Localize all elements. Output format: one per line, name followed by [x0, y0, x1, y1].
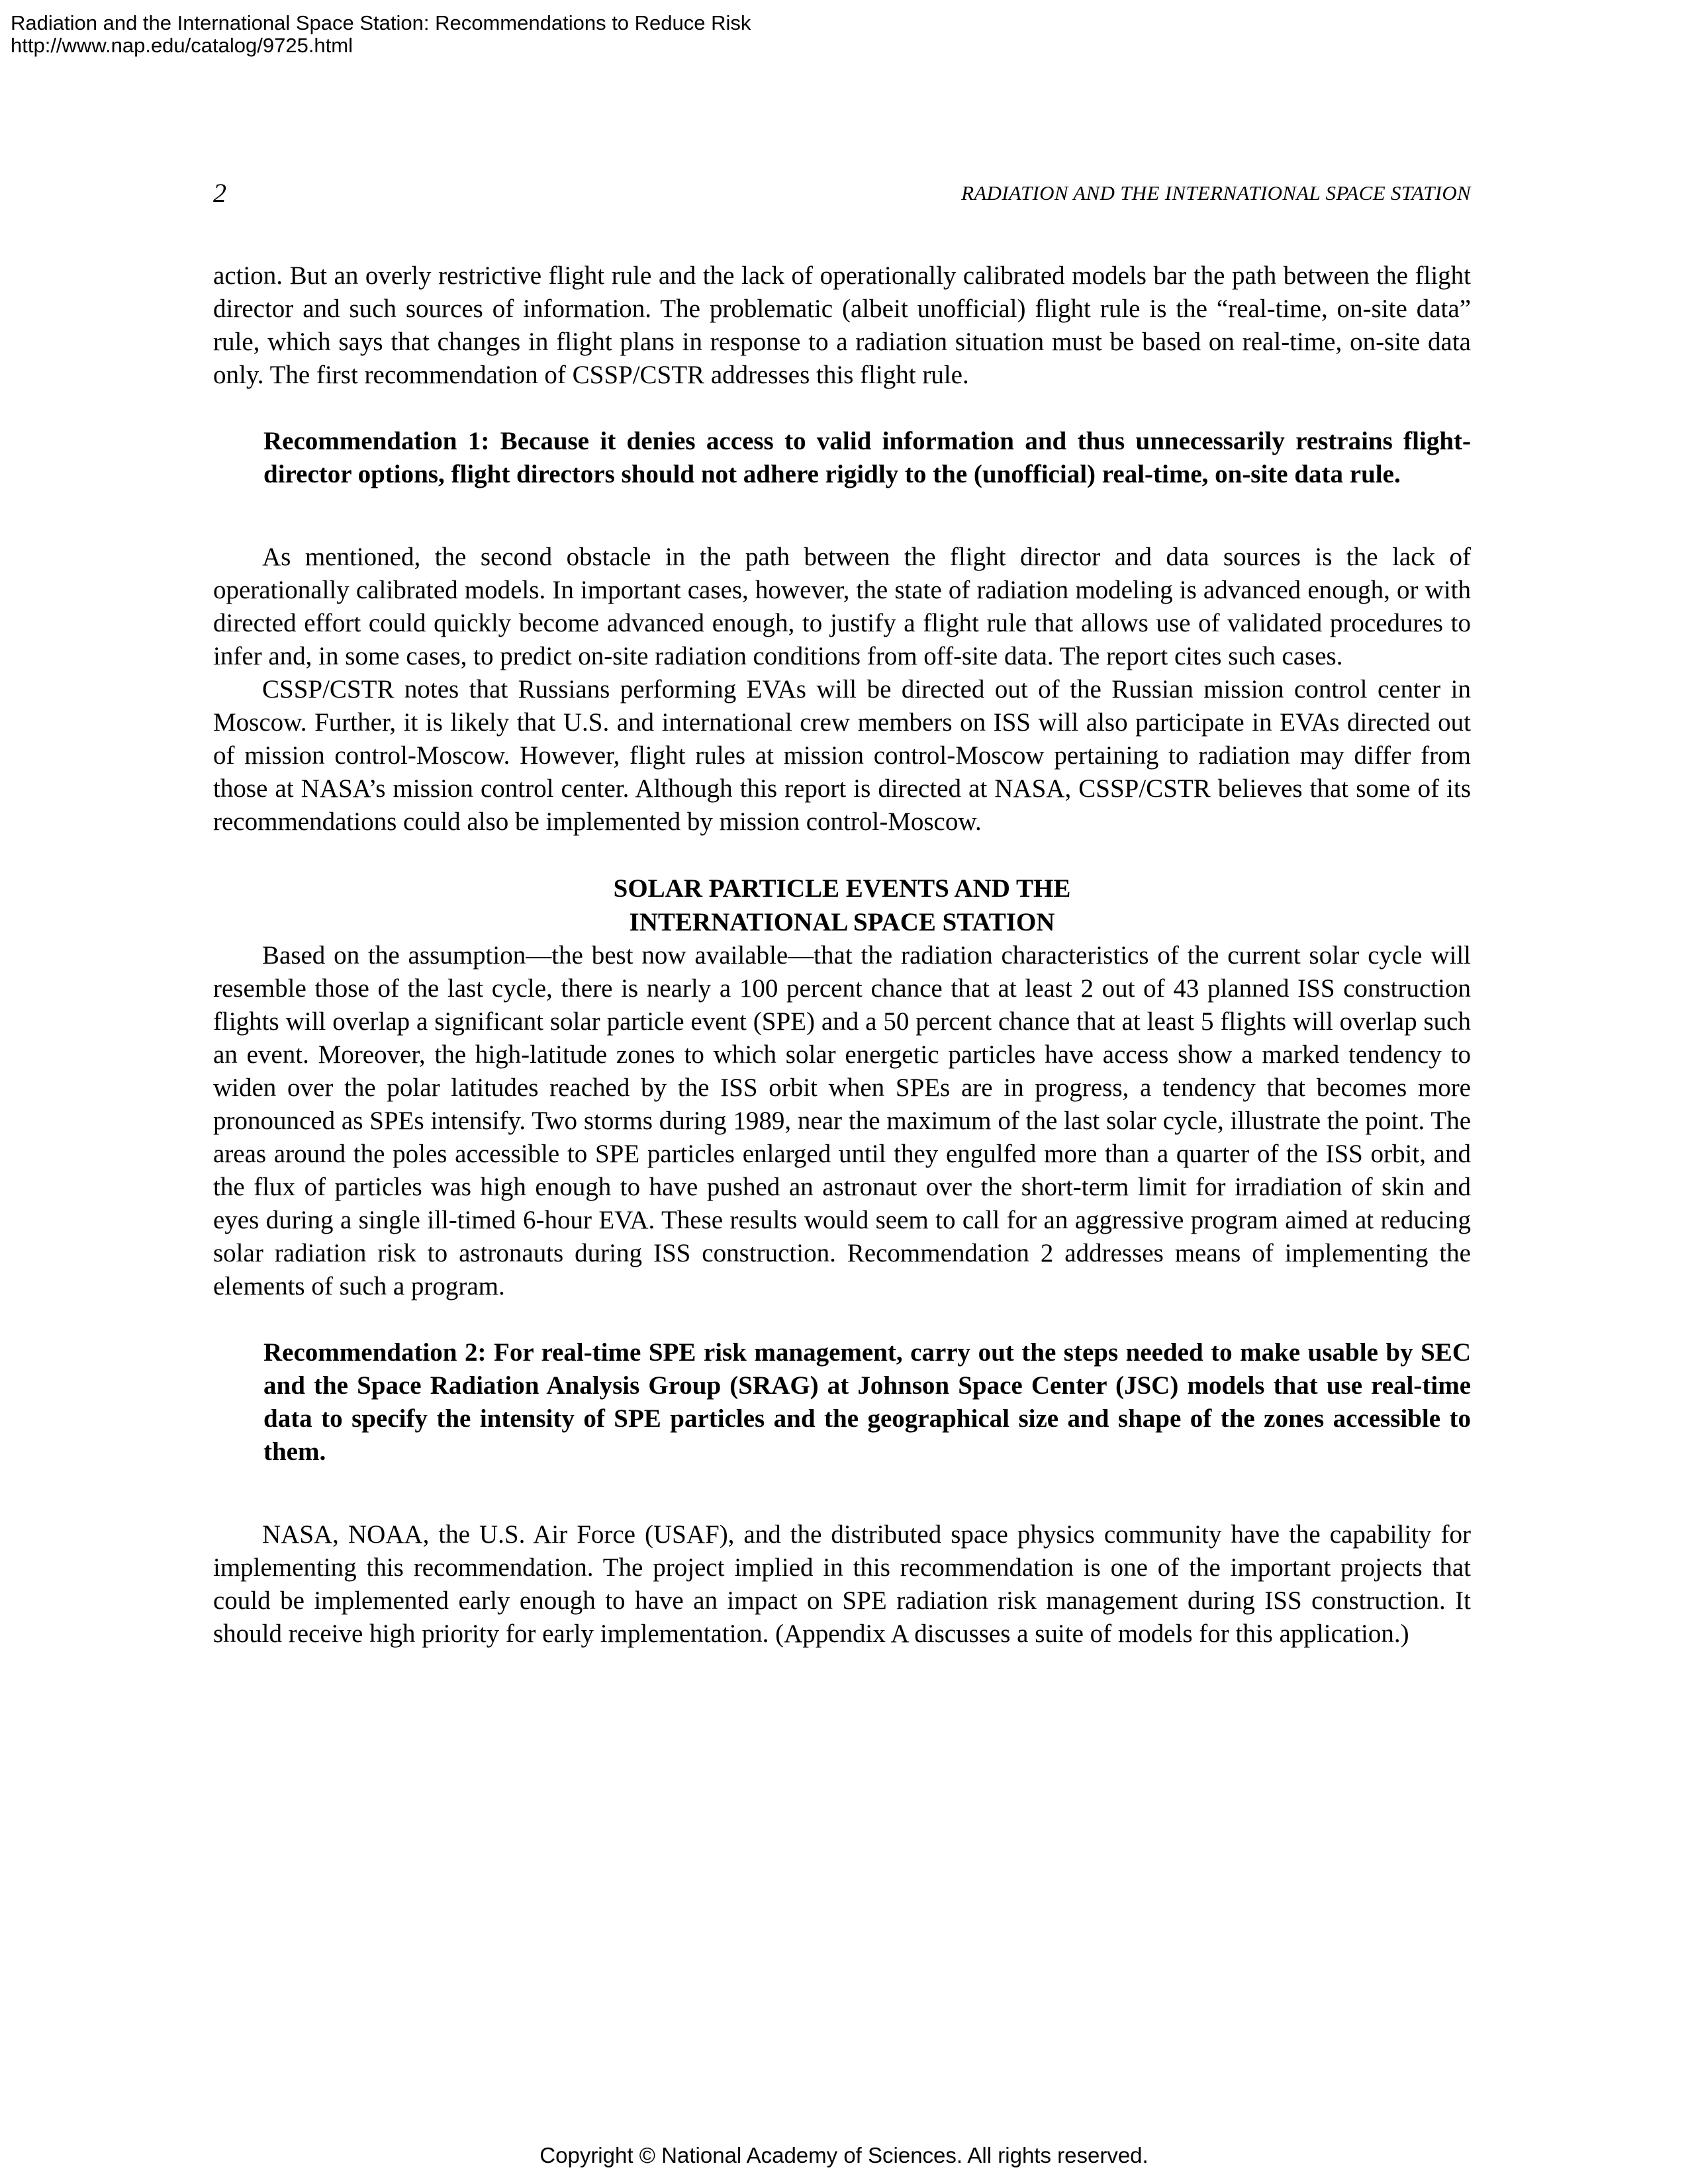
source-title: Radiation and the International Space Station: Recommendations to Reduce Risk [11, 11, 751, 34]
section-heading-line-2: INTERNATIONAL SPACE STATION [629, 908, 1055, 936]
running-header [213, 177, 1471, 206]
recommendation-2: Recommendation 2: For real-time SPE risk management, carry out the steps needed to make usable by SEC and the Space Radiation Analysis Group (SRAG) at Johnson Space Center (JSC) models that use real-time data to specify the intensity of SPE particles and the geographical size and shape of the zones accessible to them. [263, 1338, 1471, 1466]
copyright-footer: Copyright © National Academy of Sciences. All rights reserved. [539, 2143, 1149, 2167]
section-heading-line-1: SOLAR PARTICLE EVENTS AND THE [613, 874, 1071, 903]
page-number: 2 [213, 178, 226, 208]
section-heading [213, 872, 1471, 939]
recommendation-1: Recommendation 1: Because it denies access to valid information and thus unnecessarily restrains flight-director options, flight directors should not adhere rigidly to the (unofficial) real-time, on-site data rule. [263, 427, 1471, 488]
page-body [213, 259, 1471, 1651]
running-title: RADIATION AND THE INTERNATIONAL SPACE STATION [961, 181, 1471, 205]
paragraph-1: action. But an overly restrictive flight rule and the lack of operationally calibrated models bar the path between the flight director and such sources of information. The problematic (albeit unofficial) flight rule is the “real-time, on-site data” rule, which says that changes in flight plans in response to a radiation situation must be based on real-time, on-site data only. The first recommendation of CSSP/CSTR addresses this flight rule. [213, 261, 1471, 389]
paragraph-5: NASA, NOAA, the U.S. Air Force (USAF), and the distributed space physics community have the capability for implementing this recommendation. The project implied in this recommendation is one of the important projects that could be implemented early enough to have an impact on SPE radiation risk management during ISS construction. It should receive high priority for early implementation. (Appendix A discusses a suite of models for this application.) [213, 1520, 1471, 1648]
paragraph-4: Based on the assumption—the best now available—that the radiation characteristics of the current solar cycle will resemble those of the last cycle, there is nearly a 100 percent chance that at least 2 out of 43 planned ISS construction flights will overlap a significant solar particle event (SPE) and a 50 percent chance that at least 5 flights will overlap such an event. Moreover, the high-latitude zones to which solar energetic particles have access show a marked tendency to widen over the polar latitudes reached by the ISS orbit when SPEs are in progress, a tendency that becomes more pronounced as SPEs intensify. Two storms during 1989, near the maximum of the last solar cycle, illustrate the point. The areas around the poles accessible to SPE particles enlarged until they engulfed more than a quarter of the ISS orbit, and the flux of particles was high enough to have pushed an astronaut over the short-term limit for irradiation of skin and eyes during a single ill-timed 6-hour EVA. These results would seem to call for an aggressive program aimed at reducing solar radiation risk to astronauts during ISS construction. Recommendation 2 addresses means of implementing the elements of such a program. [213, 941, 1471, 1300]
paragraph-2: As mentioned, the second obstacle in the path between the flight director and data sources is the lack of operationally calibrated models. In important cases, however, the state of radiation modeling is advanced enough, or with directed effort could quickly become advanced enough, to justify a flight rule that allows use of validated procedures to infer and, in some cases, to predict on-site radiation conditions from off-site data. The report cites such cases. [213, 543, 1471, 670]
paragraph-3: CSSP/CSTR notes that Russians performing EVAs will be directed out of the Russian mission control center in Moscow. Further, it is likely that U.S. and international crew members on ISS will also participate in EVAs directed out of mission control-Moscow. However, flight rules at mission control-Moscow pertaining to radiation may differ from those at NASA’s mission control center. Although this report is directed at NASA, CSSP/CSTR believes that some of its recommendations could also be implemented by mission control-Moscow. [213, 675, 1471, 836]
source-url[interactable]: http://www.nap.edu/catalog/9725.html [11, 34, 353, 57]
source-header [11, 12, 751, 57]
